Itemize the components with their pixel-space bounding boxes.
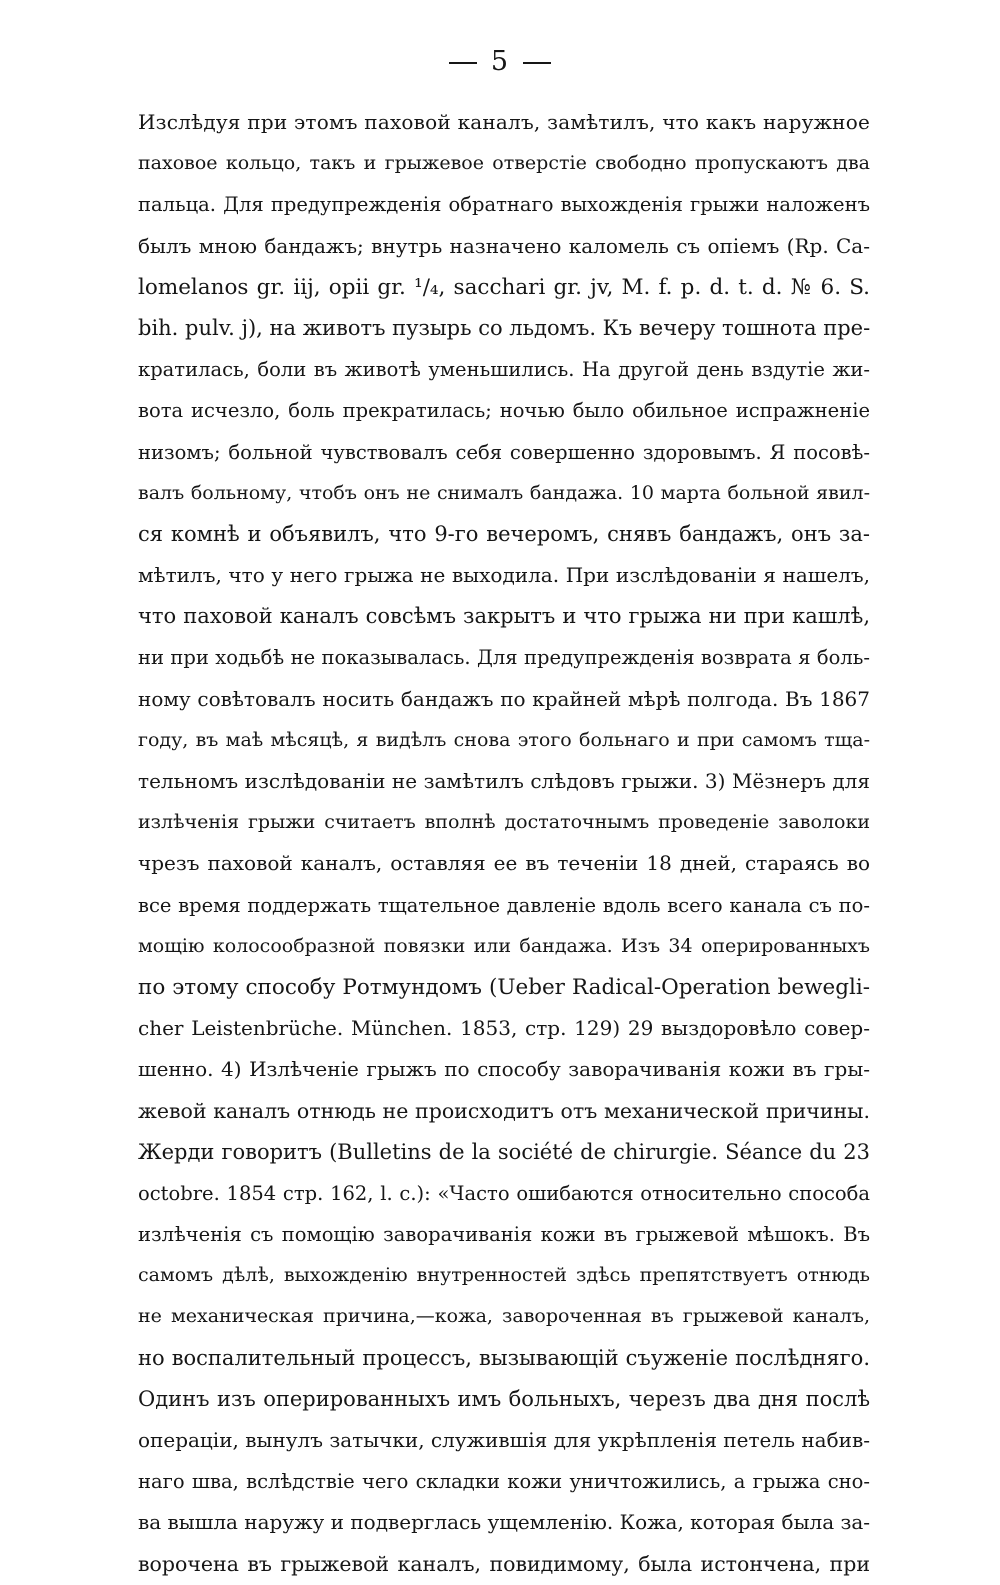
text-line: ни при ходьбѣ не показывалась. Для предупрежденія возврата я боль- — [138, 646, 870, 670]
text-line: кратилась, боли въ животѣ уменьшились. На другой день вздутіе жи- — [138, 358, 870, 382]
text-line: мощію колосообразной повязки или бандажа. Изъ 34 оперированныхъ — [138, 934, 870, 957]
text-line: вота исчезло, боль прекратилась; ночью было обильное испражненіе — [138, 399, 870, 423]
text-line: что паховой каналъ совсѣмъ закрытъ и что грыжа ни при кашлѣ, — [138, 604, 870, 629]
text-line: cher Leistenbrüche. München. 1853, стр. 129) 29 выздоровѣло совер- — [138, 1016, 870, 1041]
text-line: чрезъ паховой каналъ, оставляя ее въ теченіи 18 дней, стараясь во — [138, 851, 870, 876]
page-number: 5 — [490, 46, 510, 77]
text-line: по этому способу Ротмундомъ (Ueber Radical-Operation beweglі- — [138, 974, 870, 1000]
text-line: не механическая причина,—кожа, завороченная въ грыжевой каналъ, — [138, 1305, 870, 1328]
header-dash-right — [523, 62, 551, 64]
text-line: ся комнѣ и объявилъ, что 9-го вечеромъ, снявъ бандажъ, онъ за- — [138, 521, 870, 546]
text-line: пальца. Для предупрежденія обратнаго выхожденія грыжи наложенъ — [138, 193, 870, 217]
text-line: излѣченія съ помощію заворачиванія кожи въ грыжевой мѣшокъ. Въ — [138, 1223, 870, 1247]
text-line: мѣтилъ, что у него грыжа не выходила. При изслѣдованіи я нашелъ, — [138, 563, 870, 588]
text-line: lomelanos gr. iij, opii gr. ¹/₄, sacchari gr. jv, M. f. p. d. t. d. № 6. S. — [138, 274, 870, 300]
text-line: жевой каналъ отнюдь не происходитъ отъ механической причины. — [138, 1098, 870, 1123]
text-line: но воспалительный процессъ, вызывающій съуженіе послѣдняго. — [138, 1345, 870, 1370]
text-line: операціи, вынулъ затычки, служившія для укрѣпленія петель набив- — [138, 1428, 870, 1452]
text-line: все время поддержать тщательное давленіе вдоль всего канала съ по- — [138, 893, 870, 917]
text-line: самомъ дѣлѣ, выхожденію внутренностей здѣсь препятствуетъ отнюдь — [138, 1264, 870, 1287]
text-line: Жерди говоритъ (Bulletins de la société de chirurgie. Séance du 23 — [138, 1139, 870, 1164]
text-line: излѣченія грыжи считаетъ вполнѣ достаточнымъ проведеніе заволоки — [138, 811, 870, 834]
text-line: Изслѣдуя при этомъ паховой каналъ, замѣтилъ, что какъ наружное — [138, 110, 870, 134]
text-line: паховое кольцо, такъ и грыжевое отверстіе свободно пропускаютъ два — [138, 152, 870, 175]
text-line: низомъ; больной чувствовалъ себя совершенно здоровымъ. Я посовѣ- — [138, 440, 870, 464]
text-line: octobre. 1854 стр. 162, l. c.): «Часто ошибаются относительно способа — [138, 1181, 870, 1205]
text-line: Одинъ изъ оперированныхъ имъ больныхъ, черезъ два дня послѣ — [138, 1386, 870, 1411]
text-line: наго шва, вслѣдствіе чего складки кожи уничтожились, а грыжа сно- — [138, 1470, 870, 1494]
text-line: шенно. 4) Излѣченіе грыжъ по способу заворачиванія кожи въ гры- — [138, 1057, 870, 1082]
text-line: валъ больному, чтобъ онъ не снималъ бандажа. 10 марта больной явил- — [138, 481, 870, 504]
body-text — [138, 102, 870, 1585]
text-line: ному совѣтовалъ носить бандажъ по крайней мѣрѣ полгода. Въ 1867 — [138, 686, 870, 711]
text-line: тельномъ изслѣдованіи не замѣтилъ слѣдовъ грыжи. 3) Мёзнеръ для — [138, 769, 870, 793]
text-line: вороченa въ грыжевой каналъ, повидимому, была истончена, при — [138, 1551, 870, 1576]
text-line: былъ мною бандажъ; внутрь назначено каломель съ опіемъ (Rp. Ca- — [138, 233, 870, 258]
page-header — [0, 46, 1000, 77]
header-dash-left — [449, 62, 477, 64]
text-line: году, въ маѣ мѣсяцѣ, я видѣлъ снова этого больнаго и при самомъ тща- — [138, 728, 870, 751]
text-line: ва вышла наружу и подверглась ущемленію. Кожа, которая была за- — [138, 1510, 870, 1535]
text-line: bih. pulv. j), на животъ пузырь со льдомъ. Къ вечеру тошнота пре- — [138, 315, 870, 340]
